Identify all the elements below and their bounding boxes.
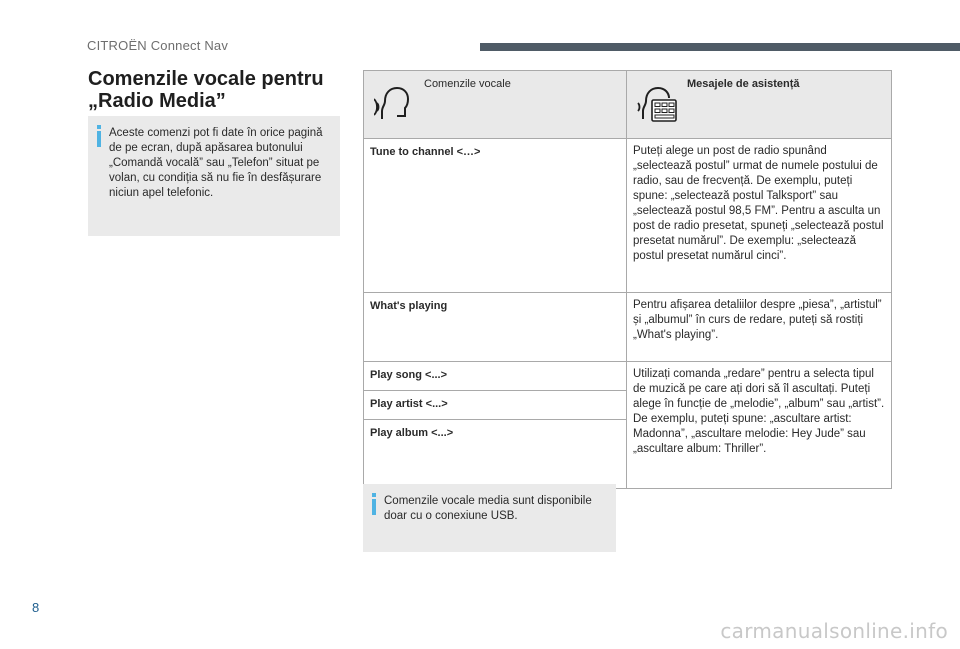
command-cell: Tune to channel <…> [364, 139, 627, 293]
command-cell: What's playing [364, 293, 627, 362]
info-note [88, 116, 340, 236]
command-cell: Play album <...> [364, 420, 627, 489]
table-row [364, 362, 892, 391]
command-cell: Play artist <...> [364, 391, 627, 420]
info-icon [97, 125, 101, 147]
phone-keypad-icon [637, 85, 677, 123]
table-header-row [364, 71, 892, 139]
voice-commands-table [363, 70, 892, 489]
info-icon [372, 493, 376, 515]
page-number: 8 [32, 600, 40, 615]
info-note-text: Aceste comenzi pot fi date în orice pagină de pe ecran, după apăsarea butonului „Comandă vocală” sau „Telefon” situat pe volan, cu condiția să nu fie în desfășurare niciun apel telefonic. [109, 127, 323, 199]
header-commands-label: Comenzile vocale [424, 78, 511, 90]
table-row [364, 293, 892, 362]
header-help [627, 71, 892, 139]
section-title-line-1: Comenzile vocale pentru [88, 68, 324, 90]
header-bar [480, 43, 960, 51]
info-note [363, 484, 616, 552]
table-row [364, 139, 892, 293]
description-cell: Puteți alege un post de radio spunând „selectează postul” urmat de numele postului de radio, sau de frecvență. De exemplu, puteți spune: „selectează postul Talksport” sau „selectează postul 98,5 FM”. Pentru a asculta un post de radio presetat, spuneți „selectează postul presetat numărul”. De exemplu: „selectează postul presetat numărul cinci”. [627, 139, 892, 293]
header-commands [364, 71, 627, 139]
voice-command-icon [374, 85, 410, 121]
info-note-text: Comenzile vocale media sunt disponibile doar cu o conexiune USB. [384, 495, 592, 522]
section-title-line-2: „Radio Media” [88, 90, 226, 112]
command-cell: Play song <...> [364, 362, 627, 391]
watermark: carmanualsonline.info [720, 619, 948, 643]
brand-title: CITROËN Connect Nav [87, 38, 229, 53]
header-help-label: Mesajele de asistență [687, 78, 800, 90]
section-title [88, 68, 338, 112]
description-cell: Utilizați comanda „redare” pentru a selecta tipul de muzică pe care ați dori să îl ascultați. Puteți alege în funcție de „melodie”, „album” sau „artist”. De exemplu, puteți spune: „ascultare artist: Madonna”, „ascultare melodie: Hey Jude” sau „ascultare album: Thriller”. [627, 362, 892, 489]
description-cell: Pentru afișarea detaliilor despre „piesa”, „artistul” și „albumul” în curs de redare, puteți să rostiți „What's playing”. [627, 293, 892, 362]
